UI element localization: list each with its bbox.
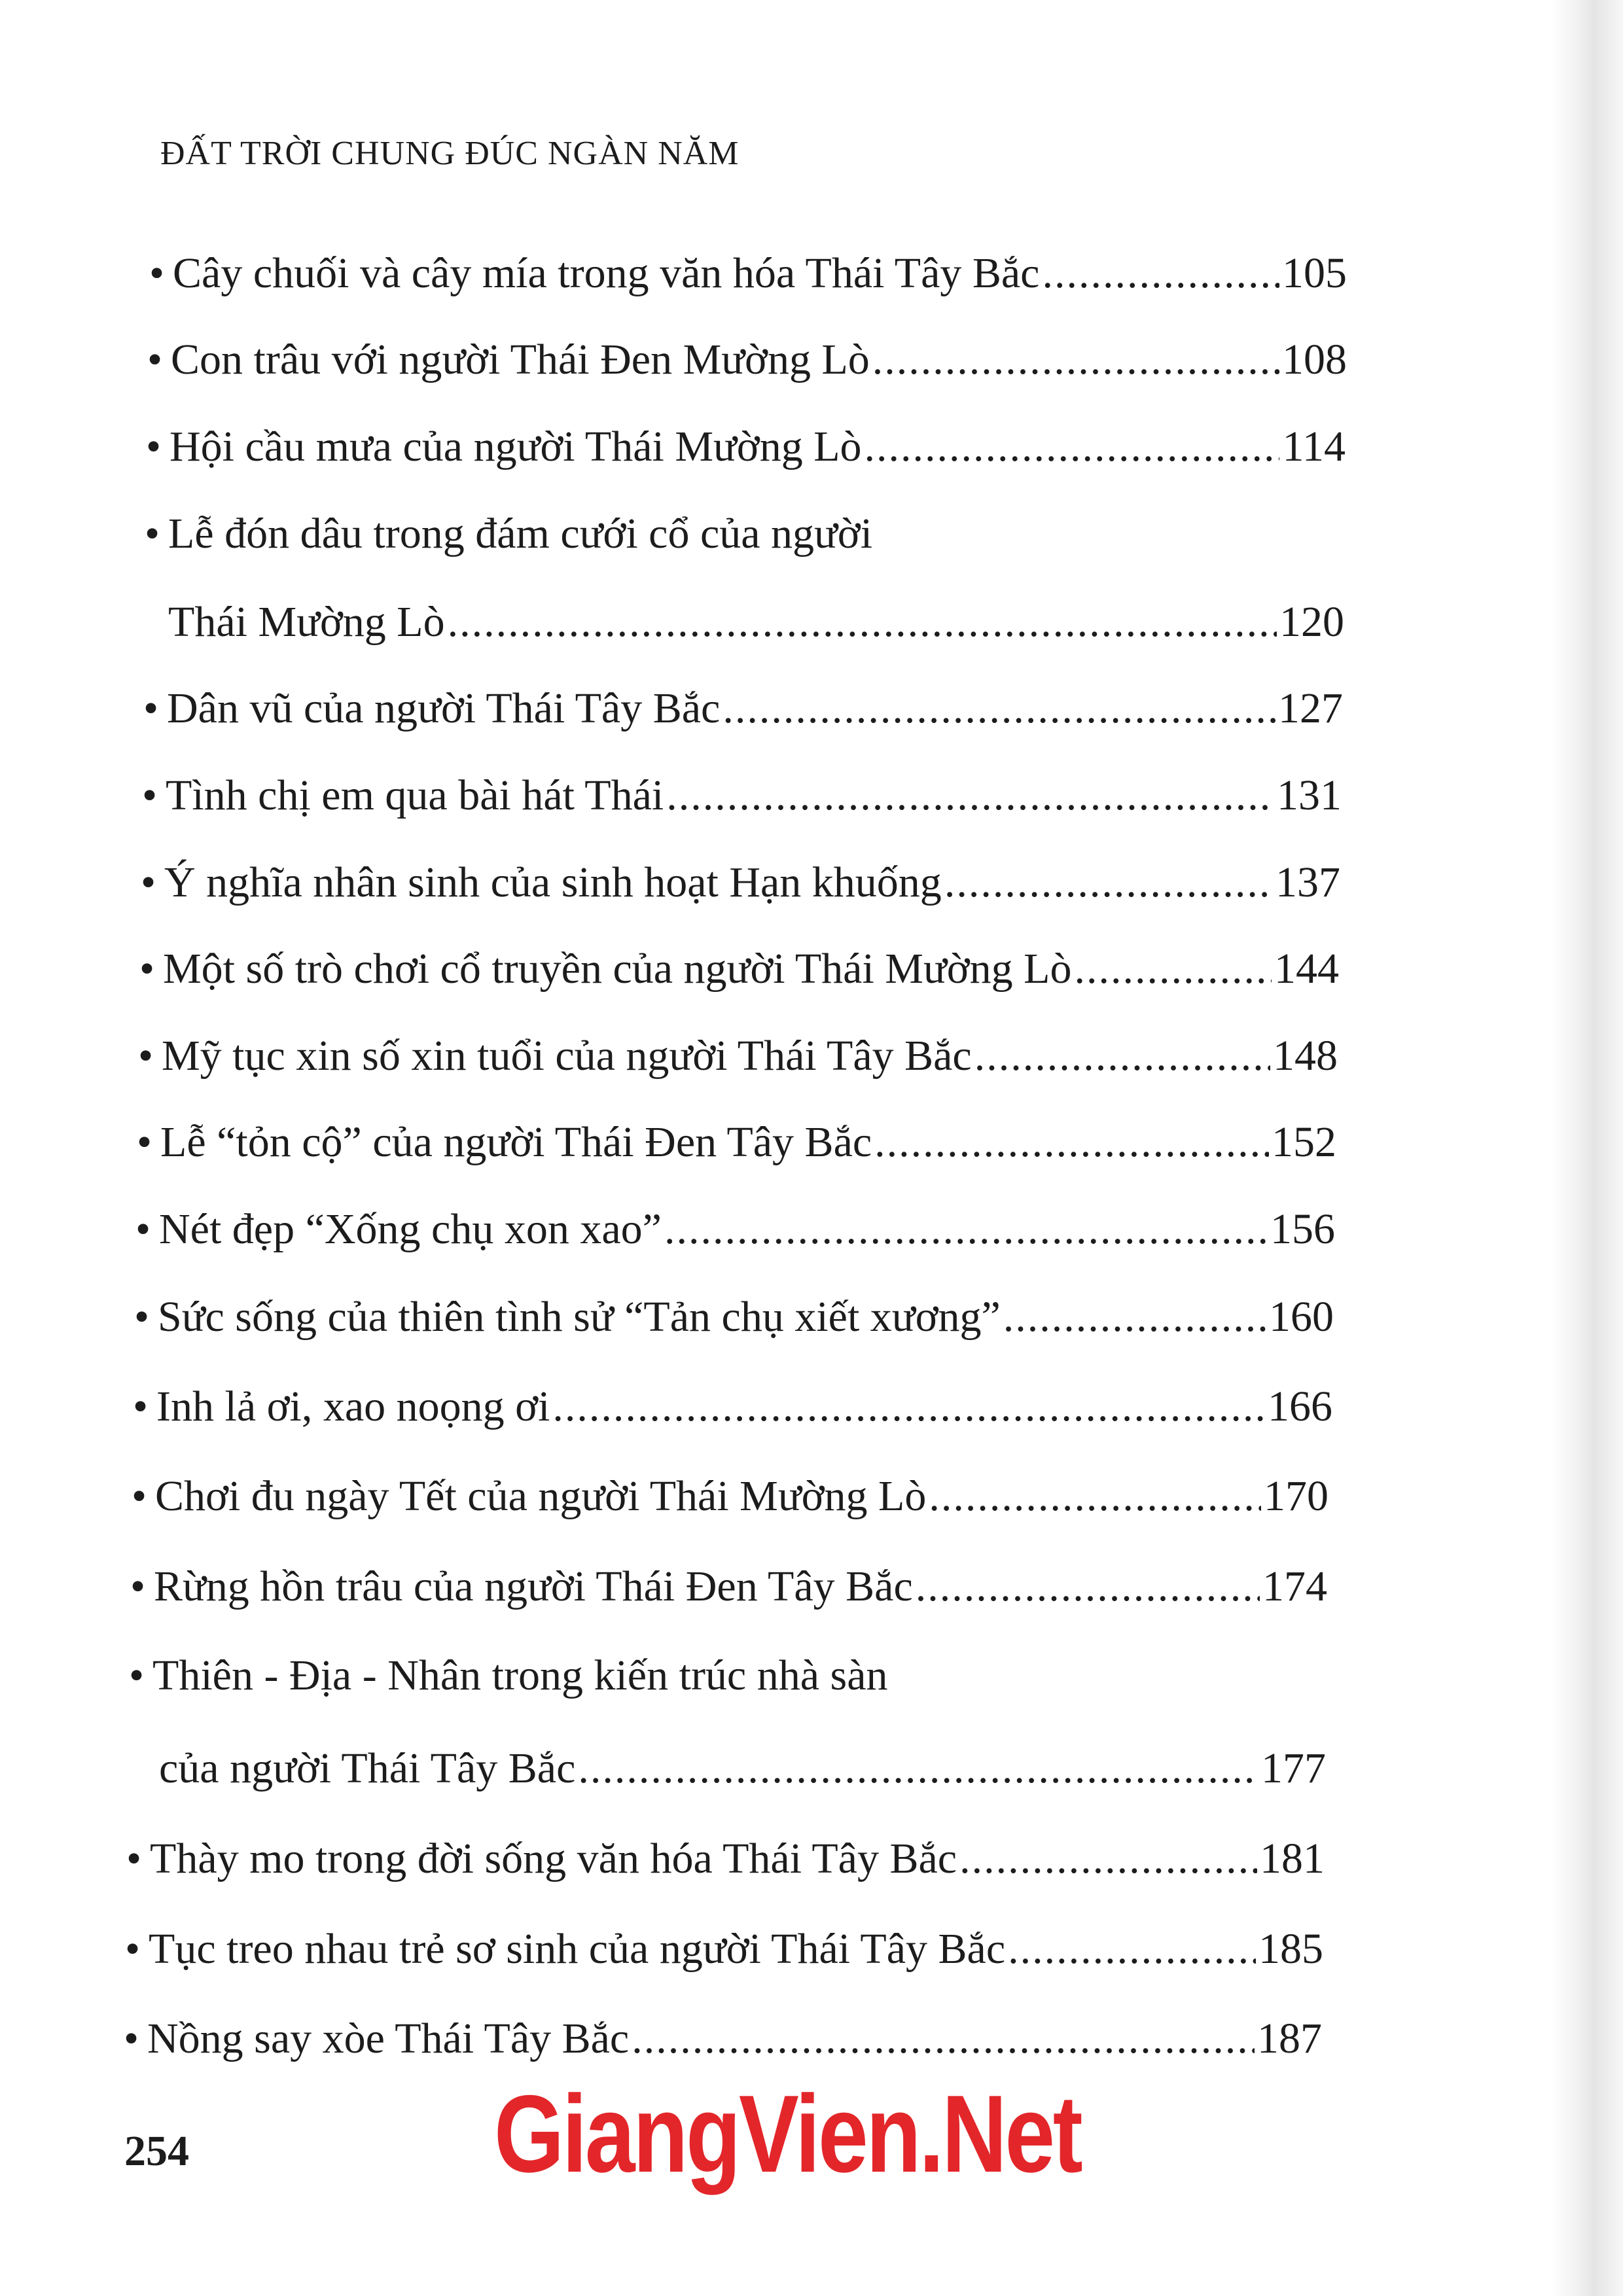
toc-entry-title: Thày mo trong đời sống văn hóa Thái Tây Bắc [150,1835,957,1882]
dot-leader [959,1837,1257,1881]
toc-entry-first-line [145,512,1344,556]
toc-entry-title-continuation: của người Thái Tây Bắc [159,1744,576,1792]
toc-entry [141,858,1340,906]
bullet: • [141,858,156,906]
dot-leader [1042,252,1279,295]
toc-entry-continuation [168,598,1344,646]
toc-entry [125,1925,1323,1973]
bullet: • [129,1651,145,1699]
bullet: • [134,1293,150,1341]
bullet: • [139,945,155,993]
bullet: • [124,2015,139,2062]
watermark-logo: GiangVien.Net [494,2072,1081,2195]
toc-entry-page: 148 [1273,1032,1338,1080]
toc-entry-title: Dân vũ của người Thái Tây Bắc [167,684,721,732]
toc-entry-title: Ý nghĩa nhân sinh của sinh hoạt Hạn khuống [164,858,942,906]
toc-entry-title: Mỹ tục xin số xin tuổi của người Thái Tây Bắc [162,1032,972,1080]
toc-entry [132,1472,1329,1520]
dot-leader [944,861,1273,904]
toc-entry [134,1293,1334,1341]
toc-entry-page: 166 [1268,1383,1332,1430]
toc-entry-page: 181 [1260,1835,1325,1882]
toc-entry-page: 120 [1279,598,1344,646]
toc-entry [137,1118,1336,1166]
toc-entry-title: Cây chuối và cây mía trong văn hóa Thái Tây Bắc [173,249,1040,297]
toc-entry-page: 131 [1277,771,1342,819]
toc-entry-title: Con trâu với người Thái Đen Mường Lò [171,336,870,383]
bullet: • [143,684,159,732]
toc-entry [143,684,1343,732]
dot-leader [1008,1928,1256,1971]
toc-entry [126,1837,1325,1881]
dot-leader [872,338,1279,381]
toc-entry-title: Hội cầu mưa của người Thái Mường Lò [169,423,862,470]
toc-entry-title: Chơi đu ngày Tết của người Thái Mường Lò [155,1472,927,1520]
toc-entry-page: 137 [1275,858,1340,906]
toc-entry-title: Nét đẹp “Xống chụ xon xao” [159,1205,662,1253]
dot-leader [664,1208,1268,1251]
dot-leader [722,687,1275,730]
dot-leader [1003,1296,1266,1339]
dot-leader [929,1475,1261,1518]
bullet: • [125,1925,141,1973]
toc-entry-title: Tình chị em qua bài hát Thái [166,771,664,819]
toc-entry-page: 144 [1274,945,1339,993]
toc-entry-page: 185 [1258,1925,1323,1973]
toc-entry-title: Lễ đón dâu trong đám cưới cổ của người [168,510,873,557]
dot-leader [874,1121,1269,1164]
toc-entry-continuation [159,1744,1326,1792]
toc-entry-page: 170 [1264,1472,1329,1520]
toc-entry [147,338,1347,381]
toc-entry-page: 108 [1282,336,1347,383]
toc-entry-title: Thiên - Địa - Nhân trong kiến trúc nhà sàn [152,1651,888,1699]
dot-leader [578,1747,1258,1790]
page-number: 254 [124,2127,189,2175]
toc-entry-page: 160 [1269,1293,1334,1341]
toc-entry-page: 187 [1257,2015,1322,2062]
bullet: • [135,1205,151,1253]
toc-entry [139,947,1339,991]
bullet: • [132,1472,147,1520]
dot-leader [666,774,1274,817]
toc-entry [146,425,1346,468]
toc-entry-title: Nồng say xòe Thái Tây Bắc [147,2015,630,2062]
dot-leader [916,1565,1260,1608]
bullet: • [133,1383,149,1430]
toc-entry-page: 114 [1282,423,1346,470]
toc-entry-title: Tục treo nhau trẻ sơ sinh của người Thái Tây Bắc [149,1925,1006,1973]
toc-entry-title: Một số trò chơi cổ truyền của người Thái Mường Lò [163,945,1072,993]
bullet: • [126,1835,142,1882]
toc-entry-page: 174 [1262,1563,1327,1610]
bullet: • [138,1032,154,1080]
toc-entry-page: 127 [1278,684,1343,732]
toc-entry [149,249,1347,297]
toc-entry [130,1565,1327,1608]
toc-entry-title: Inh lả ơi, xao noọng ơi [156,1383,550,1430]
toc-entry [133,1385,1332,1428]
bullet: • [149,249,165,297]
toc-entry-title: Sức sống của thiên tình sử “Tản chụ xiết xương” [158,1293,1001,1341]
toc-entry-first-line [129,1651,1326,1699]
toc-entry-page: 105 [1282,249,1347,297]
dot-leader [1074,947,1272,991]
dot-leader [552,1385,1265,1428]
toc-entry-page: 152 [1272,1118,1336,1166]
dot-leader [974,1034,1270,1078]
toc-entry [124,2017,1322,2060]
toc-entry-title-continuation: Thái Mường Lò [168,598,445,646]
running-head: ĐẤT TRỜI CHUNG ĐÚC NGÀN NĂM [160,135,740,172]
bullet: • [137,1118,152,1166]
bullet: • [142,771,158,819]
toc-entry-page: 177 [1261,1744,1326,1792]
bullet: • [147,336,163,383]
dot-leader [448,601,1277,644]
bullet: • [145,510,160,557]
bullet: • [146,423,162,470]
dot-leader [865,425,1280,468]
bullet: • [130,1563,146,1610]
toc-entry [142,771,1342,819]
toc-entry-page: 156 [1270,1205,1335,1253]
toc-entry-title: Lễ “tỏn cộ” của người Thái Đen Tây Bắc [160,1118,872,1166]
toc-entry [138,1034,1338,1078]
toc-entry-title: Rừng hồn trâu của người Thái Đen Tây Bắc [154,1563,913,1610]
toc-entry [135,1205,1335,1253]
dot-leader [632,2017,1255,2060]
